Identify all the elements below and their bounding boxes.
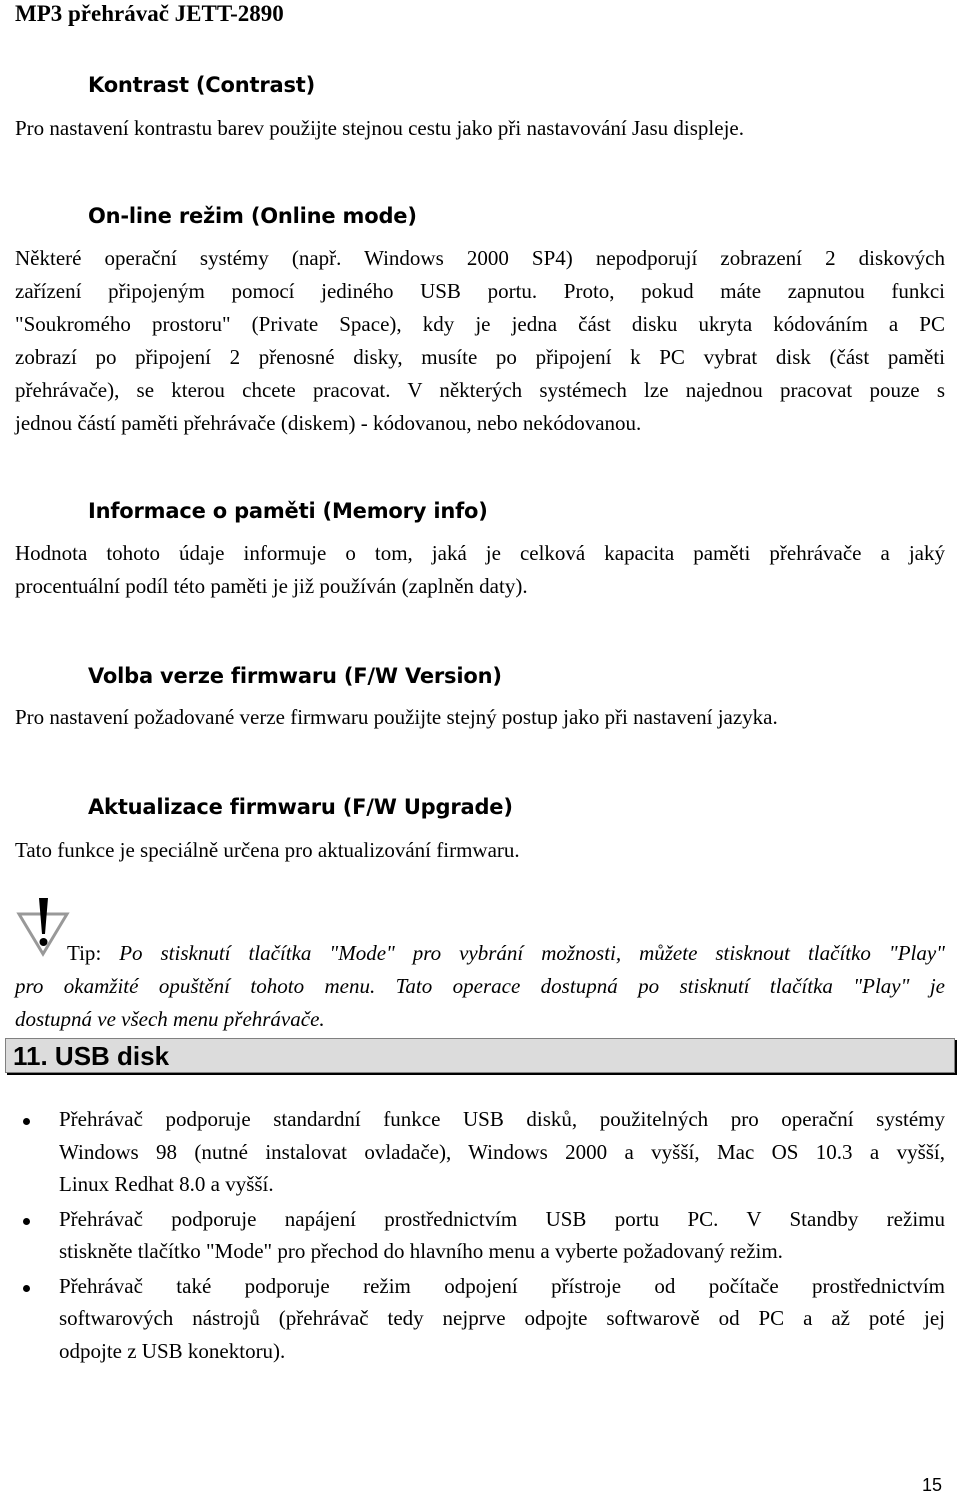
heading-contrast: Kontrast (Contrast) bbox=[88, 73, 315, 97]
heading-fw-upgrade: Aktualizace firmwaru (F/W Upgrade) bbox=[88, 795, 513, 819]
paragraph-fw-version: Pro nastavení požadované verze firmwaru použijte stejný postup jako při nastavení jazyka. bbox=[15, 705, 778, 729]
heading-memory-info: Informace o paměti (Memory info) bbox=[88, 499, 488, 523]
heading-online-mode: On-line režim (Online mode) bbox=[88, 204, 417, 228]
list-item-line: Linux Redhat 8.0 a vyšší. bbox=[59, 1172, 274, 1196]
list-item-line: stiskněte tlačítko "Mode" pro přechod do hlavního menu a vyberte požadovaný režim. bbox=[59, 1239, 783, 1263]
document-title: MP3 přehrávač JETT-2890 bbox=[15, 1, 284, 26]
list-item-line: Přehrávač podporuje napájení prostřednictvím USB portu PC. V Standby režimu bbox=[59, 1206, 945, 1231]
page-number: 15 bbox=[921, 1475, 942, 1495]
paragraph-line: přehrávače), se kterou chcete pracovat. V některých systémech lze najednou pracovat pouze s bbox=[15, 378, 945, 402]
tip-body-line: pro okamžité opuštění tohoto menu. Tato operace dostupná po stisknutí tlačítka "Play" je bbox=[15, 974, 945, 998]
tip-body-line: Po stisknutí tlačítka "Mode" pro vybrání možnosti, můžete stisknout tlačítko "Play" bbox=[119, 941, 945, 965]
paragraph-line: jednou částí paměti přehrávače (diskem) - kódovanou, nebo nekódovanou. bbox=[15, 411, 642, 435]
bullet-icon bbox=[23, 1218, 30, 1225]
paragraph-line: zařízení připojeným pomocí jediného USB portu. Proto, pokud máte zapnutou funkci bbox=[15, 279, 945, 303]
list-item-text bbox=[59, 1103, 945, 1201]
list-item bbox=[0, 1203, 960, 1268]
paragraph-line: "Soukromého prostoru" (Private Space), kdy je jedna část disku ukryta kódováním a PC bbox=[15, 312, 945, 336]
tip-label: Tip bbox=[67, 941, 96, 965]
list-item-line: Windows 98 (nutné instalovat ovladače), Windows 2000 a vyšší, Mac OS 10.3 a vyšší, bbox=[59, 1139, 945, 1164]
tip-body-line: dostupná ve všech menu přehrávače. bbox=[15, 1007, 325, 1031]
tip-paragraph bbox=[15, 937, 945, 1036]
paragraph-line: zobrazí po připojení 2 přenosné disky, musíte po připojení k PC vybrat disk (část paměti bbox=[15, 345, 945, 369]
list-item-line: odpojte z USB konektoru). bbox=[59, 1338, 286, 1363]
list-item bbox=[0, 1103, 960, 1201]
bullet-icon bbox=[23, 1285, 30, 1292]
list-item-text bbox=[59, 1270, 945, 1368]
list-item-text bbox=[59, 1203, 945, 1268]
tip-line bbox=[15, 937, 945, 970]
usb-feature-list bbox=[0, 1103, 960, 1369]
list-item bbox=[0, 1270, 960, 1368]
section-title: 11. USB disk bbox=[13, 1041, 170, 1071]
tip-colon: : bbox=[95, 941, 102, 965]
paragraph-memory-info bbox=[15, 537, 945, 603]
heading-fw-version: Volba verze firmwaru (F/W Version) bbox=[88, 664, 502, 688]
bullet-icon bbox=[23, 1118, 30, 1125]
paragraph-line: Některé operační systémy (např. Windows 2000 SP4) nepodporují zobrazení 2 diskových bbox=[15, 246, 945, 270]
paragraph-online-mode bbox=[15, 242, 945, 440]
list-item-line: Přehrávač také podporuje režim odpojení přístroje od počítače prostřednictvím bbox=[59, 1273, 945, 1298]
paragraph-fw-upgrade: Tato funkce je speciálně určena pro aktualizování firmwaru. bbox=[15, 838, 520, 862]
list-item-line: softwarových nástrojů (přehrávač tedy nejprve odpojte softwarově od PC a až poté jej bbox=[59, 1306, 945, 1330]
paragraph-line: procentuální podíl této paměti je již používán (zaplněn daty). bbox=[15, 574, 528, 598]
list-item-line: Přehrávač podporuje standardní funkce USB disků, použitelných pro operační systémy bbox=[59, 1107, 945, 1131]
paragraph-line: Hodnota tohoto údaje informuje o tom, jaká je celková kapacita paměti přehrávače a jaký bbox=[15, 541, 945, 565]
paragraph-contrast: Pro nastavení kontrastu barev použijte stejnou cestu jako při nastavování Jasu displeje. bbox=[15, 116, 744, 140]
